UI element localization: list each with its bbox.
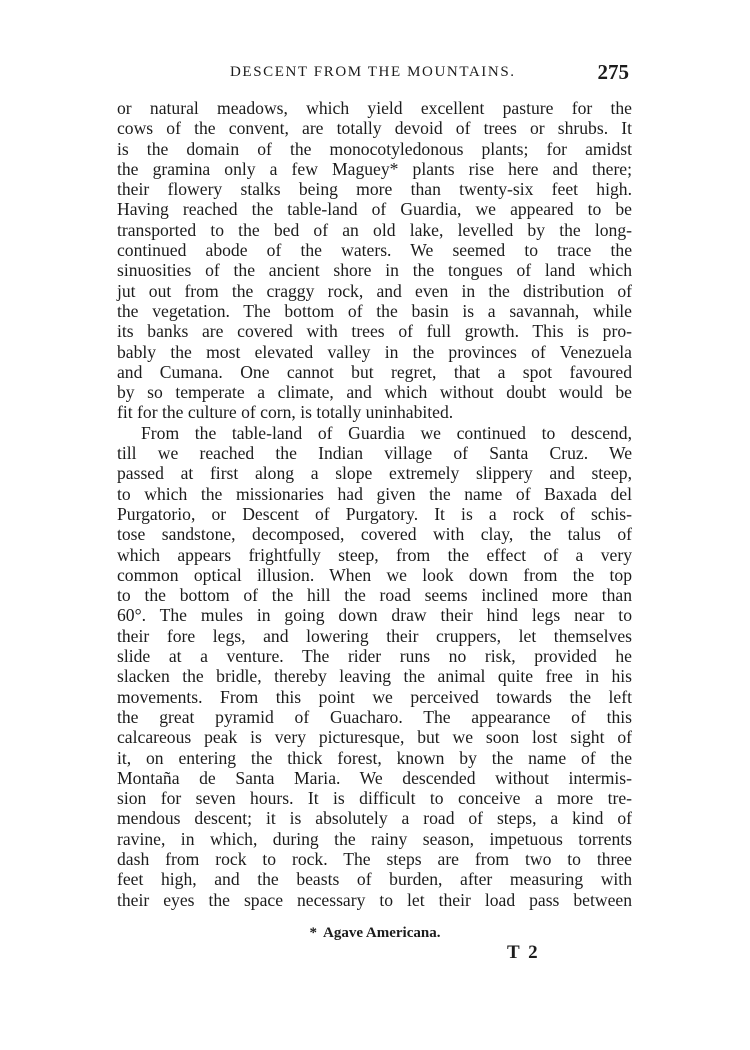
text-line: their fore legs, and lowering their cruppers, let themselves	[117, 625, 632, 646]
text-line: dash from rock to rock. The steps are from two to three	[117, 848, 632, 869]
text-line: to which the missionaries had given the name of Baxada del	[117, 483, 632, 504]
text-line: Purgatorio, or Descent of Purgatory. It is a rock of schis-	[117, 503, 632, 524]
text-line: their eyes the space necessary to let their load pass between	[117, 889, 632, 910]
text-line: the great pyramid of Guacharo. The appearance of this	[117, 706, 632, 727]
text-line: sinuosities of the ancient shore in the tongues of land which	[117, 260, 632, 281]
text-line: Montaña de Santa Maria. We descended without intermis-	[117, 767, 632, 788]
text-line: jut out from the craggy rock, and even in the distribution of	[117, 280, 632, 301]
text-line: its banks are covered with trees of full growth. This is pro-	[117, 321, 632, 342]
footnote-marker: *	[309, 925, 317, 941]
running-head	[117, 60, 629, 88]
text-line: till we reached the Indian village of Santa Cruz. We	[117, 443, 632, 464]
text-line: which appears frightfully steep, from the effect of a very	[117, 544, 632, 565]
text-line: is the domain of the monocotyledonous plants; for amidst	[117, 138, 632, 159]
text-line: fit for the culture of corn, is totally uninhabited.	[117, 402, 454, 423]
footnote-text: Agave Americana.	[323, 925, 441, 941]
running-head-title: DESCENT FROM THE MOUNTAINS.	[230, 64, 516, 80]
text-line: Having reached the table-land of Guardia, we appeared to be	[117, 199, 632, 220]
page-number: 275	[597, 60, 629, 84]
text-line: tose sandstone, decomposed, covered with clay, the talus of	[117, 524, 632, 545]
text-line: to the bottom of the hill the road seems inclined more than	[117, 585, 632, 606]
text-line: 60°. The mules in going down draw their hind legs near to	[117, 605, 632, 626]
footnote	[0, 925, 750, 942]
text-line: transported to the bed of an old lake, levelled by the long-	[117, 219, 632, 240]
text-line: mendous descent; it is absolutely a road of steps, a kind of	[117, 808, 632, 829]
body-text	[117, 98, 632, 910]
text-line: it, on entering the thick forest, known by the name of the	[117, 747, 632, 768]
text-line: cows of the convent, are totally devoid of trees or shrubs. It	[117, 118, 632, 139]
text-line: bably the most elevated valley in the provinces of Venezuela	[117, 341, 632, 362]
text-line: slide at a venture. The rider runs no risk, provided he	[117, 646, 632, 667]
text-line: and Cumana. One cannot but regret, that a spot favoured	[117, 361, 632, 382]
text-line: the gramina only a few Maguey* plants rise here and there;	[117, 158, 632, 179]
text-line: From the table-land of Guardia we continued to descend,	[141, 422, 632, 443]
text-line: the vegetation. The bottom of the basin is a savannah, while	[117, 300, 632, 321]
signature-mark: T 2	[507, 942, 540, 963]
text-line: ravine, in which, during the rainy season, impetuous torrents	[117, 828, 632, 849]
text-line: common optical illusion. When we look down from the top	[117, 564, 632, 585]
text-line: passed at first along a slope extremely slippery and steep,	[117, 463, 632, 484]
text-line: calcareous peak is very picturesque, but we soon lost sight of	[117, 727, 632, 748]
text-line: or natural meadows, which yield excellent pasture for the	[117, 98, 632, 118]
text-line: sion for seven hours. It is difficult to conceive a more tre-	[117, 788, 632, 809]
text-line: their flowery stalks being more than twenty-six feet high.	[117, 179, 632, 200]
text-line: movements. From this point we perceived towards the left	[117, 686, 632, 707]
text-line: by so temperate a climate, and which without doubt would be	[117, 382, 632, 403]
text-line: continued abode of the waters. We seemed to trace the	[117, 240, 632, 261]
text-line: feet high, and the beasts of burden, after measuring with	[117, 869, 632, 890]
text-line: slacken the bridle, thereby leaving the animal quite free in his	[117, 666, 632, 687]
